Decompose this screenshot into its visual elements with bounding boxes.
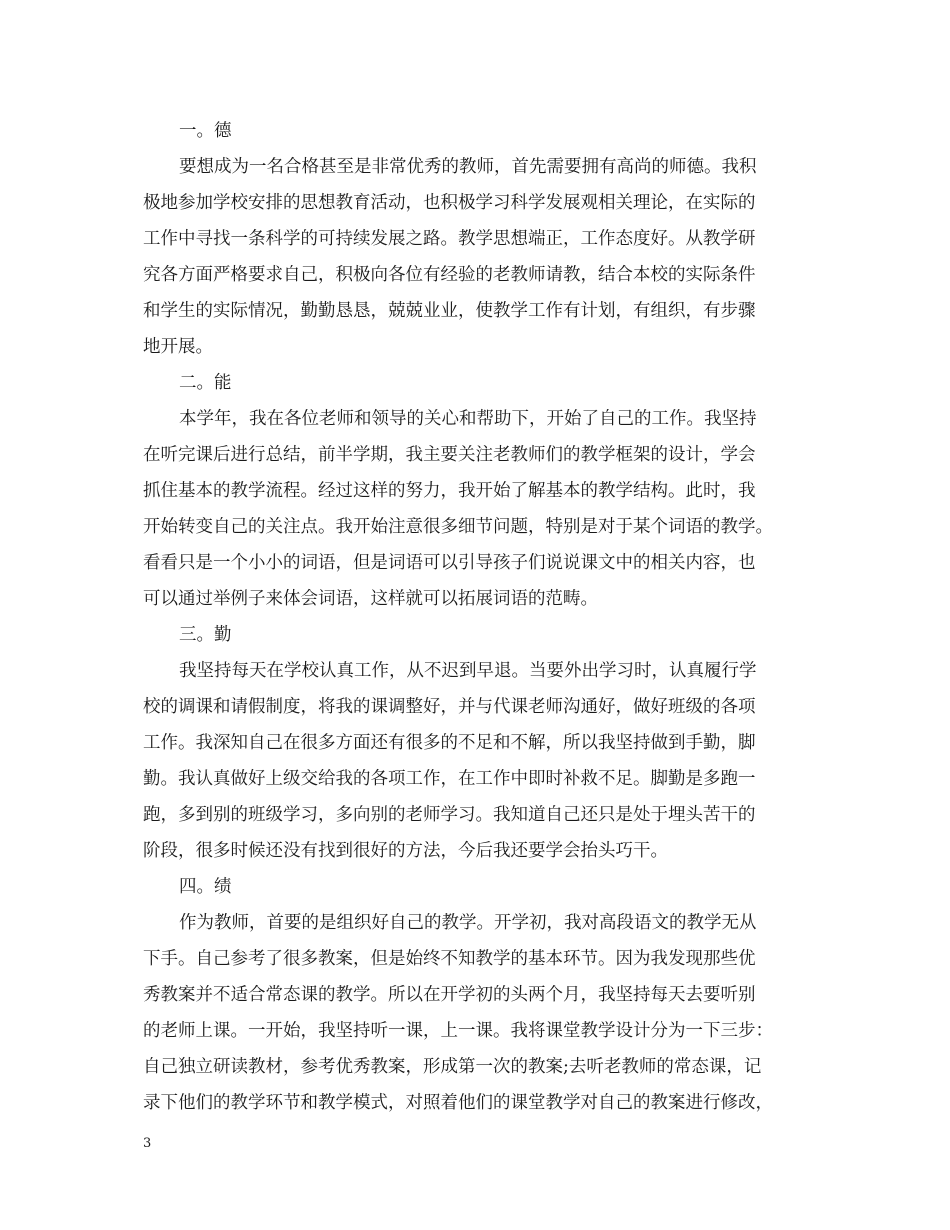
text-line: 我坚持每天在学校认真工作，从不迟到早退。当要外出学习时，认真履行学 bbox=[179, 661, 757, 681]
page-number: 3 bbox=[143, 1136, 152, 1151]
text-line: 工作中寻找一条科学的可持续发展之路。教学思想端正，工作态度好。从教学研 bbox=[143, 229, 756, 249]
section-paragraph-neng bbox=[143, 401, 813, 617]
text-line: 录下他们的教学环节和教学模式，对照着他们的课堂教学对自己的教案进行修改， bbox=[143, 1093, 773, 1113]
document-body bbox=[143, 113, 813, 1121]
text-line: 的老师上课。一开始，我坚持听一课，上一课。我将课堂教学设计分为一下三步： bbox=[143, 1021, 773, 1041]
text-line: 自己独立研读教材，参考优秀教案，形成第一次的教案;去听老教师的常态课，记 bbox=[143, 1057, 762, 1077]
section-heading-qin: 三。勤 bbox=[179, 625, 232, 645]
section-heading-ji: 四。绩 bbox=[179, 877, 232, 897]
text-line: 可以通过举例子来体会词语，这样就可以拓展词语的范畴。 bbox=[143, 589, 598, 609]
text-line: 地开展。 bbox=[143, 337, 213, 357]
text-line: 和学生的实际情况，勤勤恳恳，兢兢业业，使教学工作有计划，有组织，有步骤 bbox=[143, 301, 756, 321]
text-line: 秀教案并不适合常态课的教学。所以在开学初的头两个月，我坚持每天去要听别 bbox=[143, 985, 756, 1005]
section-heading-de: 一。德 bbox=[179, 121, 232, 141]
text-line: 抓住基本的教学流程。经过这样的努力，我开始了解基本的教学结构。此时，我 bbox=[143, 481, 756, 501]
text-line: 要想成为一名合格甚至是非常优秀的教师，首先需要拥有高尚的师德。我积 bbox=[179, 157, 757, 177]
text-line: 开始转变自己的关注点。我开始注意很多细节问题，特别是对于某个词语的教学。 bbox=[143, 517, 773, 537]
text-line: 本学年，我在各位老师和领导的关心和帮助下，开始了自己的工作。我坚持 bbox=[179, 409, 757, 429]
text-line: 究各方面严格要求自己，积极向各位有经验的老教师请教，结合本校的实际条件 bbox=[143, 265, 756, 285]
text-line: 看看只是一个小小的词语，但是词语可以引导孩子们说说课文中的相关内容，也 bbox=[143, 553, 756, 573]
text-line: 作为教师，首要的是组织好自己的教学。开学初，我对高段语文的教学无从 bbox=[179, 913, 757, 933]
text-line: 下手。自己参考了很多教案，但是始终不知教学的基本环节。因为我发现那些优 bbox=[143, 949, 756, 969]
text-line: 工作。我深知自己在很多方面还有很多的不足和不解，所以我坚持做到手勤，脚 bbox=[143, 733, 756, 753]
section-paragraph-qin bbox=[143, 653, 813, 869]
text-line: 跑，多到别的班级学习，多向别的老师学习。我知道自己还只是处于埋头苦干的 bbox=[143, 805, 756, 825]
text-line: 极地参加学校安排的思想教育活动，也积极学习科学发展观相关理论，在实际的 bbox=[143, 193, 756, 213]
section-paragraph-ji bbox=[143, 905, 813, 1121]
text-line: 阶段，很多时候还没有找到很好的方法，今后我还要学会抬头巧干。 bbox=[143, 841, 668, 861]
section-heading-neng: 二。能 bbox=[179, 373, 232, 393]
text-line: 校的调课和请假制度，将我的课调整好，并与代课老师沟通好，做好班级的各项 bbox=[143, 697, 756, 717]
text-line: 在听完课后进行总结，前半学期，我主要关注老教师们的教学框架的设计，学会 bbox=[143, 445, 756, 465]
section-paragraph-de bbox=[143, 149, 813, 365]
text-line: 勤。我认真做好上级交给我的各项工作，在工作中即时补救不足。脚勤是多跑一 bbox=[143, 769, 756, 789]
